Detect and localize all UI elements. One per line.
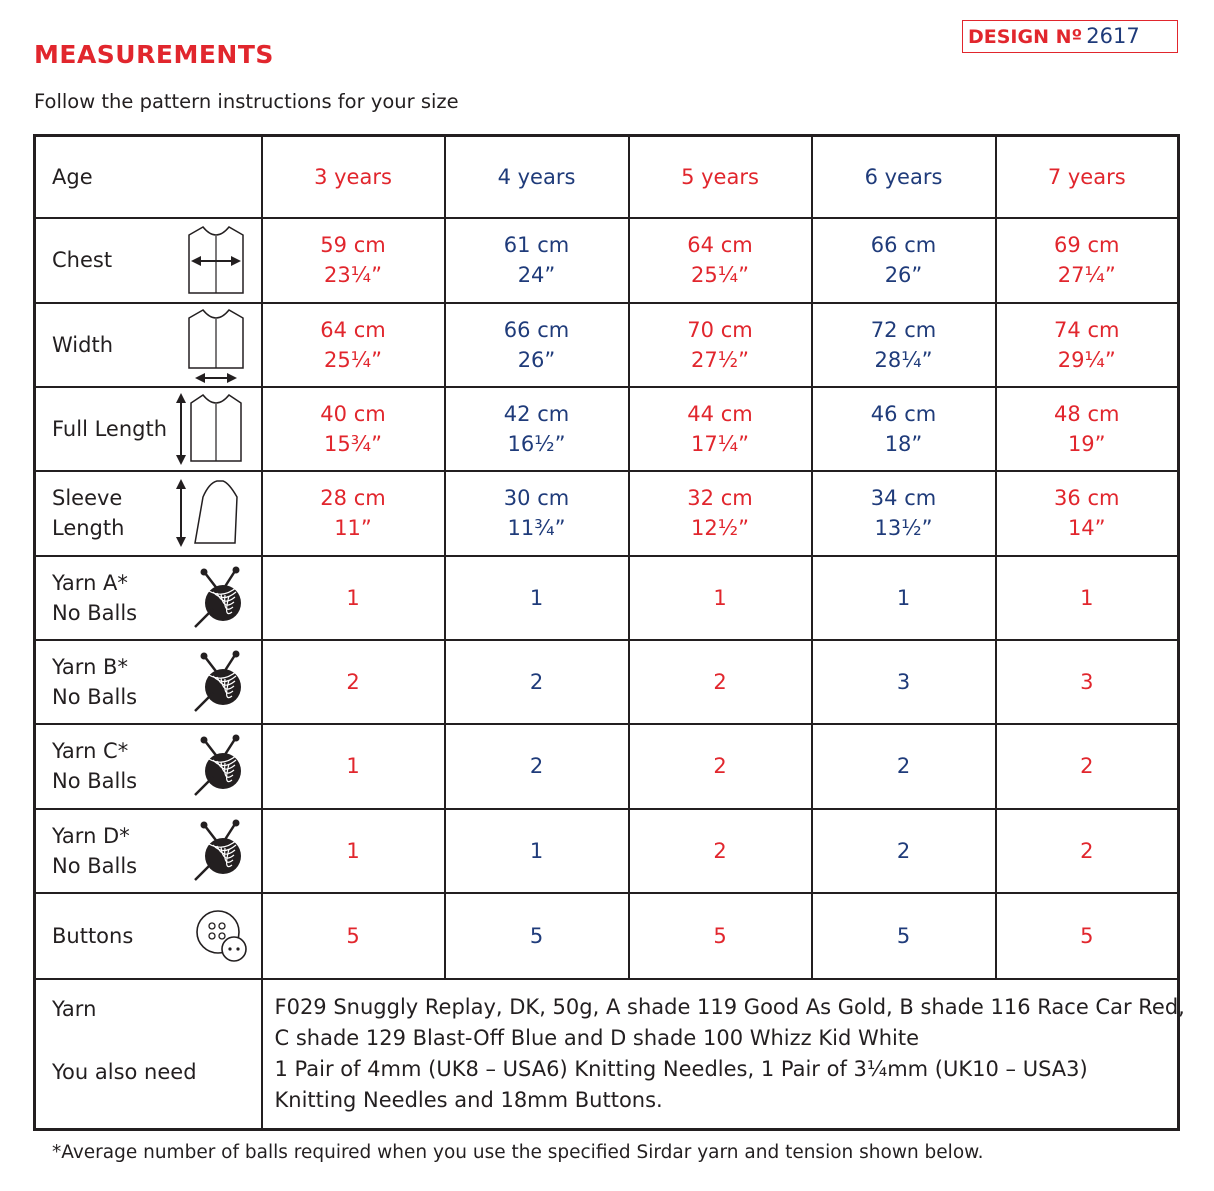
yarn-ball-icon: [191, 565, 251, 631]
yarn-b-5: 2: [713, 669, 727, 694]
chest-3-in: 23¼”: [324, 263, 382, 287]
yarn-d-3: 1: [346, 838, 360, 863]
length-5-cm: 44 cm: [687, 401, 753, 426]
buttons-6: 5: [896, 923, 911, 948]
yarn-d-4: 1: [529, 838, 544, 863]
row-yarn-b: [35, 640, 1179, 724]
length-6-cm: 46 cm: [870, 401, 937, 426]
sleeve-6-in: 13½”: [874, 516, 933, 540]
label-yarn-c-2: No Balls: [52, 769, 138, 793]
length-3-cm: 40 cm: [320, 401, 386, 426]
yarn-b-6: 3: [896, 669, 911, 694]
yarn-d-6: 2: [896, 838, 911, 863]
row-label-yarn-a: [35, 556, 262, 640]
row-yarn-info: [35, 979, 1179, 1130]
buttons-4: 5: [529, 923, 544, 948]
yarn-c-5: 2: [713, 754, 727, 778]
label-age: Age: [52, 164, 93, 189]
row-buttons: [35, 893, 1179, 979]
width-6-in: 28¼”: [874, 347, 933, 372]
cardigan-chest-icon: [181, 221, 251, 299]
row-label-yarn-info: [35, 979, 262, 1130]
age-6: 6 years: [864, 164, 943, 189]
age-3: 3 years: [314, 164, 392, 189]
width-4-cm: 66 cm: [503, 317, 570, 342]
row-label-buttons: [35, 893, 262, 979]
sleeve-7-in: 14”: [1067, 516, 1106, 540]
cardigan-width-icon: [181, 306, 251, 384]
row-sleeve-length: [35, 471, 1179, 556]
length-7-cm: 48 cm: [1054, 401, 1120, 426]
yarn-line-1: F029 Snuggly Replay, DK, 50g, A shade 119 Good As Gold, B shade 116 Race Car Red,: [274, 994, 1185, 1019]
chest-5-in: 25¼”: [691, 263, 749, 287]
yarn-c-7: 2: [1080, 754, 1094, 778]
yarn-ball-icon: [191, 818, 251, 884]
buttons-5: 5: [713, 923, 727, 948]
yarn-c-4: 2: [529, 754, 544, 778]
row-label-yarn-b: [35, 640, 262, 724]
label-width: Width: [52, 332, 114, 357]
yarn-a-5: 1: [713, 585, 727, 610]
subtitle: Follow the pattern instructions for your size: [34, 90, 459, 113]
width-7-in: 29¼”: [1057, 347, 1116, 372]
label-yarn-d-1: Yarn D*: [52, 823, 130, 848]
label-yarn-c-1: Yarn C*: [52, 739, 129, 763]
chest-7-cm: 69 cm: [1054, 233, 1120, 257]
yarn-d-5: 2: [713, 838, 727, 863]
sleeve-5-cm: 32 cm: [687, 486, 753, 510]
label-buttons: Buttons: [52, 923, 134, 948]
width-5-cm: 70 cm: [687, 317, 753, 342]
sleeve-6-cm: 34 cm: [870, 486, 937, 510]
chest-5-cm: 64 cm: [687, 233, 753, 257]
row-label-width: [35, 303, 262, 387]
sleeve-4-in: 11¾”: [507, 516, 566, 540]
age-7: 7 years: [1047, 164, 1126, 189]
row-yarn-c: [35, 724, 1179, 809]
yarn-a-4: 1: [529, 585, 544, 610]
age-5: 5 years: [681, 164, 759, 189]
label-chest: Chest: [52, 248, 113, 272]
sleeve-3-in: 11”: [334, 516, 372, 540]
sleeve-5-in: 12½”: [691, 516, 749, 540]
row-label-yarn-d: [35, 809, 262, 893]
measurements-table: [33, 134, 1185, 1131]
row-chest: [35, 218, 1179, 303]
chest-4-cm: 61 cm: [503, 233, 570, 257]
label-sleeve-2: Length: [52, 516, 125, 540]
length-5-in: 17¼”: [691, 431, 749, 456]
design-label: DESIGN Nº: [968, 26, 1083, 48]
chest-4-in: 24”: [517, 263, 556, 287]
label-yarn-d-2: No Balls: [52, 853, 138, 878]
yarn-ball-icon: [191, 649, 251, 715]
sleeve-4-cm: 30 cm: [503, 486, 570, 510]
label-yarn-a-1: Yarn A*: [52, 570, 128, 595]
label-full-length: Full Length: [52, 416, 168, 441]
yarn-b-4: 2: [529, 669, 544, 694]
width-4-in: 26”: [517, 347, 556, 372]
width-7-cm: 74 cm: [1054, 317, 1120, 342]
chest-6-cm: 66 cm: [870, 233, 937, 257]
chest-3-cm: 59 cm: [320, 233, 386, 257]
sleeve-3-cm: 28 cm: [320, 486, 386, 510]
row-label-sleeve-length: [35, 471, 262, 556]
sleeve-length-icon: [171, 475, 251, 551]
sleeve-7-cm: 36 cm: [1054, 486, 1120, 510]
row-label-age: [35, 136, 262, 218]
chest-7-in: 27¼”: [1057, 263, 1116, 287]
yarn-d-7: 2: [1080, 838, 1094, 863]
row-label-yarn-c: [35, 724, 262, 809]
row-full-length: [35, 387, 1179, 471]
yarn-a-6: 1: [896, 585, 911, 610]
length-3-in: 15¾”: [324, 431, 382, 456]
label-yarn-a-2: No Balls: [52, 600, 138, 625]
label-yarn: Yarn: [52, 996, 97, 1021]
design-number: 2617: [1086, 24, 1140, 48]
buttons-7: 5: [1080, 923, 1094, 948]
length-6-in: 18”: [884, 431, 923, 456]
row-label-full-length: [35, 387, 262, 471]
buttons-3: 5: [346, 923, 360, 948]
yarn-line-2: C shade 129 Blast-Off Blue and D shade 100 Whizz Kid White: [274, 1025, 920, 1050]
need-line-1: 1 Pair of 4mm (UK8 – USA6) Knitting Needles, 1 Pair of 3¼mm (UK10 – USA3): [274, 1056, 1088, 1081]
yarn-info-text: [262, 979, 1185, 1130]
row-width: [35, 303, 1179, 387]
yarn-c-3: 1: [346, 754, 360, 778]
label-yarn-b-1: Yarn B*: [52, 654, 128, 679]
width-3-cm: 64 cm: [320, 317, 386, 342]
design-number-box: [962, 20, 1178, 53]
width-3-in: 25¼”: [324, 347, 382, 372]
age-4: 4 years: [497, 164, 576, 189]
label-yarn-b-2: No Balls: [52, 684, 138, 709]
yarn-c-6: 2: [896, 754, 911, 778]
yarn-b-3: 2: [346, 669, 360, 694]
width-5-in: 27½”: [691, 347, 749, 372]
row-age: [35, 136, 1179, 218]
yarn-a-7: 1: [1080, 585, 1094, 610]
width-6-cm: 72 cm: [870, 317, 937, 342]
page-title: MEASUREMENTS: [34, 40, 274, 69]
chest-6-in: 26”: [884, 263, 923, 287]
button-icon: [193, 907, 251, 965]
label-sleeve-1: Sleeve: [52, 486, 123, 510]
length-4-cm: 42 cm: [503, 401, 570, 426]
yarn-b-7: 3: [1080, 669, 1094, 694]
cardigan-length-icon: [171, 389, 251, 469]
need-line-2: Knitting Needles and 18mm Buttons.: [274, 1087, 663, 1112]
yarn-ball-icon: [191, 733, 251, 799]
length-4-in: 16½”: [507, 431, 566, 456]
row-label-chest: [35, 218, 262, 303]
yarn-a-3: 1: [346, 585, 360, 610]
length-7-in: 19”: [1067, 431, 1106, 456]
row-yarn-d: [35, 809, 1179, 893]
footnote: *Average number of balls required when you use the specified Sirdar yarn and tension shown below.: [52, 1142, 984, 1163]
row-yarn-a: [35, 556, 1179, 640]
label-also-need: You also need: [52, 1059, 197, 1084]
